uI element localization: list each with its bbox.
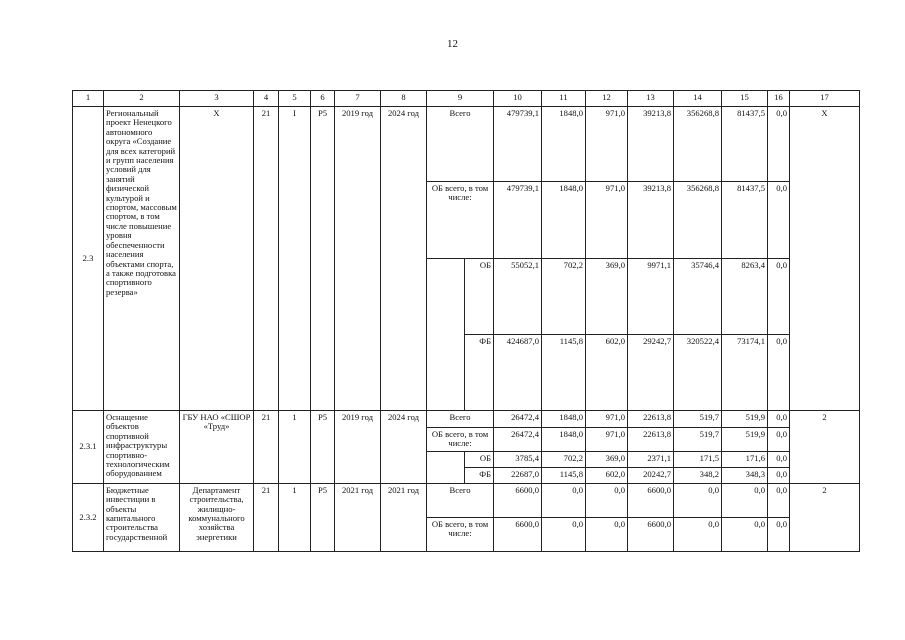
funding-source-label: Всего <box>427 483 494 517</box>
funding-value: 0,0 <box>768 451 790 467</box>
funding-source-label: ОБ всего, в том числе: <box>427 517 494 551</box>
funding-value: 39213,8 <box>628 182 674 259</box>
item-number: 2.3.1 <box>73 411 104 484</box>
header-cell: 10 <box>494 91 542 107</box>
funding-value: 0,0 <box>722 517 768 551</box>
item-end-year: 2024 год <box>381 411 427 484</box>
financing-table <box>72 90 860 552</box>
funding-value: 1145,8 <box>542 467 586 483</box>
header-cell: 3 <box>180 91 254 107</box>
funding-value: 971,0 <box>586 411 628 428</box>
funding-value: 26472,4 <box>494 428 542 452</box>
item-code-6: Р5 <box>311 483 335 551</box>
funding-value: 0,0 <box>768 517 790 551</box>
item-col-17: 2 <box>790 483 860 551</box>
funding-source-label: ОБ <box>465 259 494 335</box>
funding-value: 35746,4 <box>674 259 722 335</box>
funding-value: 0,0 <box>768 483 790 517</box>
funding-value: 519,9 <box>722 411 768 428</box>
item-code-5: I <box>279 107 311 411</box>
funding-value: 73174,1 <box>722 335 768 411</box>
funding-value: 8263,4 <box>722 259 768 335</box>
item-start-year: 2019 год <box>335 107 381 411</box>
funding-value: 22613,8 <box>628 411 674 428</box>
funding-value: 519,9 <box>722 428 768 452</box>
funding-value: 971,0 <box>586 428 628 452</box>
funding-source-label: ОБ всего, в том числе: <box>427 428 494 452</box>
item-start-year: 2021 год <box>335 483 381 551</box>
header-cell: 16 <box>768 91 790 107</box>
header-cell: 2 <box>104 91 180 107</box>
funding-value: 348,3 <box>722 467 768 483</box>
item-col-17: Х <box>790 107 860 411</box>
funding-value: 6600,0 <box>628 483 674 517</box>
funding-value: 0,0 <box>768 411 790 428</box>
funding-value: 971,0 <box>586 107 628 182</box>
funding-value: 0,0 <box>542 483 586 517</box>
funding-value: 1848,0 <box>542 411 586 428</box>
item-name: Региональный проект Ненецкого автономного округа «Создание для всех категорий и групп населения условий для занятий физической культурой и спортом, массовым спортом, в том числе повышение уровня обеспеченности населения объектами спорта, а также подготовка спортивного резерва» <box>104 107 180 411</box>
header-cell: 17 <box>790 91 860 107</box>
funding-value: 971,0 <box>586 182 628 259</box>
funding-value: 0,0 <box>586 483 628 517</box>
funding-value: 171,6 <box>722 451 768 467</box>
item-end-year: 2024 год <box>381 107 427 411</box>
item-code-6: Р5 <box>311 411 335 484</box>
funding-source-label: ФБ <box>465 335 494 411</box>
item-col-17: 2 <box>790 411 860 484</box>
header-cell: 8 <box>381 91 427 107</box>
funding-indent-cell <box>427 259 465 411</box>
funding-value: 479739,1 <box>494 182 542 259</box>
header-cell: 12 <box>586 91 628 107</box>
funding-value: 356268,8 <box>674 182 722 259</box>
header-cell: 9 <box>427 91 494 107</box>
item-code-6: Р5 <box>311 107 335 411</box>
funding-value: 1848,0 <box>542 107 586 182</box>
funding-source-label: Всего <box>427 107 494 182</box>
funding-value: 602,0 <box>586 335 628 411</box>
funding-source-label: Всего <box>427 411 494 428</box>
funding-value: 81437,5 <box>722 107 768 182</box>
funding-value: 55052,1 <box>494 259 542 335</box>
funding-value: 602,0 <box>586 467 628 483</box>
funding-value: 0,0 <box>586 517 628 551</box>
item-number: 2.3 <box>73 107 104 411</box>
funding-value: 702,2 <box>542 451 586 467</box>
funding-value: 0,0 <box>674 483 722 517</box>
funding-value: 0,0 <box>768 467 790 483</box>
funding-value: 1145,8 <box>542 335 586 411</box>
item-code-4: 21 <box>254 107 279 411</box>
funding-value: 1848,0 <box>542 428 586 452</box>
item-executor: Департамент строительства, жилищно-коммунального хозяйства энергетики <box>180 483 254 551</box>
table-row <box>73 107 860 182</box>
item-executor: ГБУ НАО «СШОР «Труд» <box>180 411 254 484</box>
header-cell: 14 <box>674 91 722 107</box>
funding-value: 26472,4 <box>494 411 542 428</box>
header-cell: 15 <box>722 91 768 107</box>
funding-value: 0,0 <box>674 517 722 551</box>
funding-value: 0,0 <box>768 107 790 182</box>
funding-value: 424687,0 <box>494 335 542 411</box>
funding-value: 0,0 <box>722 483 768 517</box>
funding-value: 29242,7 <box>628 335 674 411</box>
funding-value: 0,0 <box>768 182 790 259</box>
funding-value: 6600,0 <box>628 517 674 551</box>
table-row <box>73 483 860 517</box>
page-number: 12 <box>447 38 458 50</box>
funding-value: 22613,8 <box>628 428 674 452</box>
funding-indent-cell <box>427 451 465 483</box>
funding-value: 9971,1 <box>628 259 674 335</box>
header-cell: 5 <box>279 91 311 107</box>
funding-value: 22687,0 <box>494 467 542 483</box>
funding-value: 20242,7 <box>628 467 674 483</box>
funding-value: 3785,4 <box>494 451 542 467</box>
funding-value: 320522,4 <box>674 335 722 411</box>
funding-source-label: ОБ всего, в том числе: <box>427 182 494 259</box>
funding-value: 0,0 <box>768 259 790 335</box>
funding-value: 519,7 <box>674 428 722 452</box>
item-end-year: 2021 год <box>381 483 427 551</box>
item-number: 2.3.2 <box>73 483 104 551</box>
header-row <box>73 91 860 107</box>
header-cell: 11 <box>542 91 586 107</box>
funding-value: 1848,0 <box>542 182 586 259</box>
table-row <box>73 411 860 428</box>
item-executor: Х <box>180 107 254 411</box>
funding-value: 6600,0 <box>494 517 542 551</box>
funding-value: 0,0 <box>768 335 790 411</box>
funding-value: 0,0 <box>542 517 586 551</box>
funding-value: 6600,0 <box>494 483 542 517</box>
funding-value: 369,0 <box>586 451 628 467</box>
item-code-5: 1 <box>279 411 311 484</box>
header-cell: 6 <box>311 91 335 107</box>
item-start-year: 2019 год <box>335 411 381 484</box>
item-name: Оснащение объектов спортивной инфраструктуры спортивно-технологическим оборудованием <box>104 411 180 484</box>
header-cell: 13 <box>628 91 674 107</box>
header-cell: 4 <box>254 91 279 107</box>
funding-value: 2371,1 <box>628 451 674 467</box>
item-name: Бюджетные инвестиции в объекты капитального строительства государственной <box>104 483 180 551</box>
funding-value: 356268,8 <box>674 107 722 182</box>
item-code-4: 21 <box>254 411 279 484</box>
item-code-4: 21 <box>254 483 279 551</box>
funding-value: 171,5 <box>674 451 722 467</box>
item-code-5: 1 <box>279 483 311 551</box>
funding-value: 0,0 <box>768 428 790 452</box>
header-cell: 1 <box>73 91 104 107</box>
funding-source-label: ОБ <box>465 451 494 467</box>
funding-value: 39213,8 <box>628 107 674 182</box>
funding-value: 348,2 <box>674 467 722 483</box>
funding-value: 479739,1 <box>494 107 542 182</box>
funding-value: 519,7 <box>674 411 722 428</box>
funding-value: 702,2 <box>542 259 586 335</box>
funding-value: 369,0 <box>586 259 628 335</box>
funding-source-label: ФБ <box>465 467 494 483</box>
header-cell: 7 <box>335 91 381 107</box>
funding-value: 81437,5 <box>722 182 768 259</box>
